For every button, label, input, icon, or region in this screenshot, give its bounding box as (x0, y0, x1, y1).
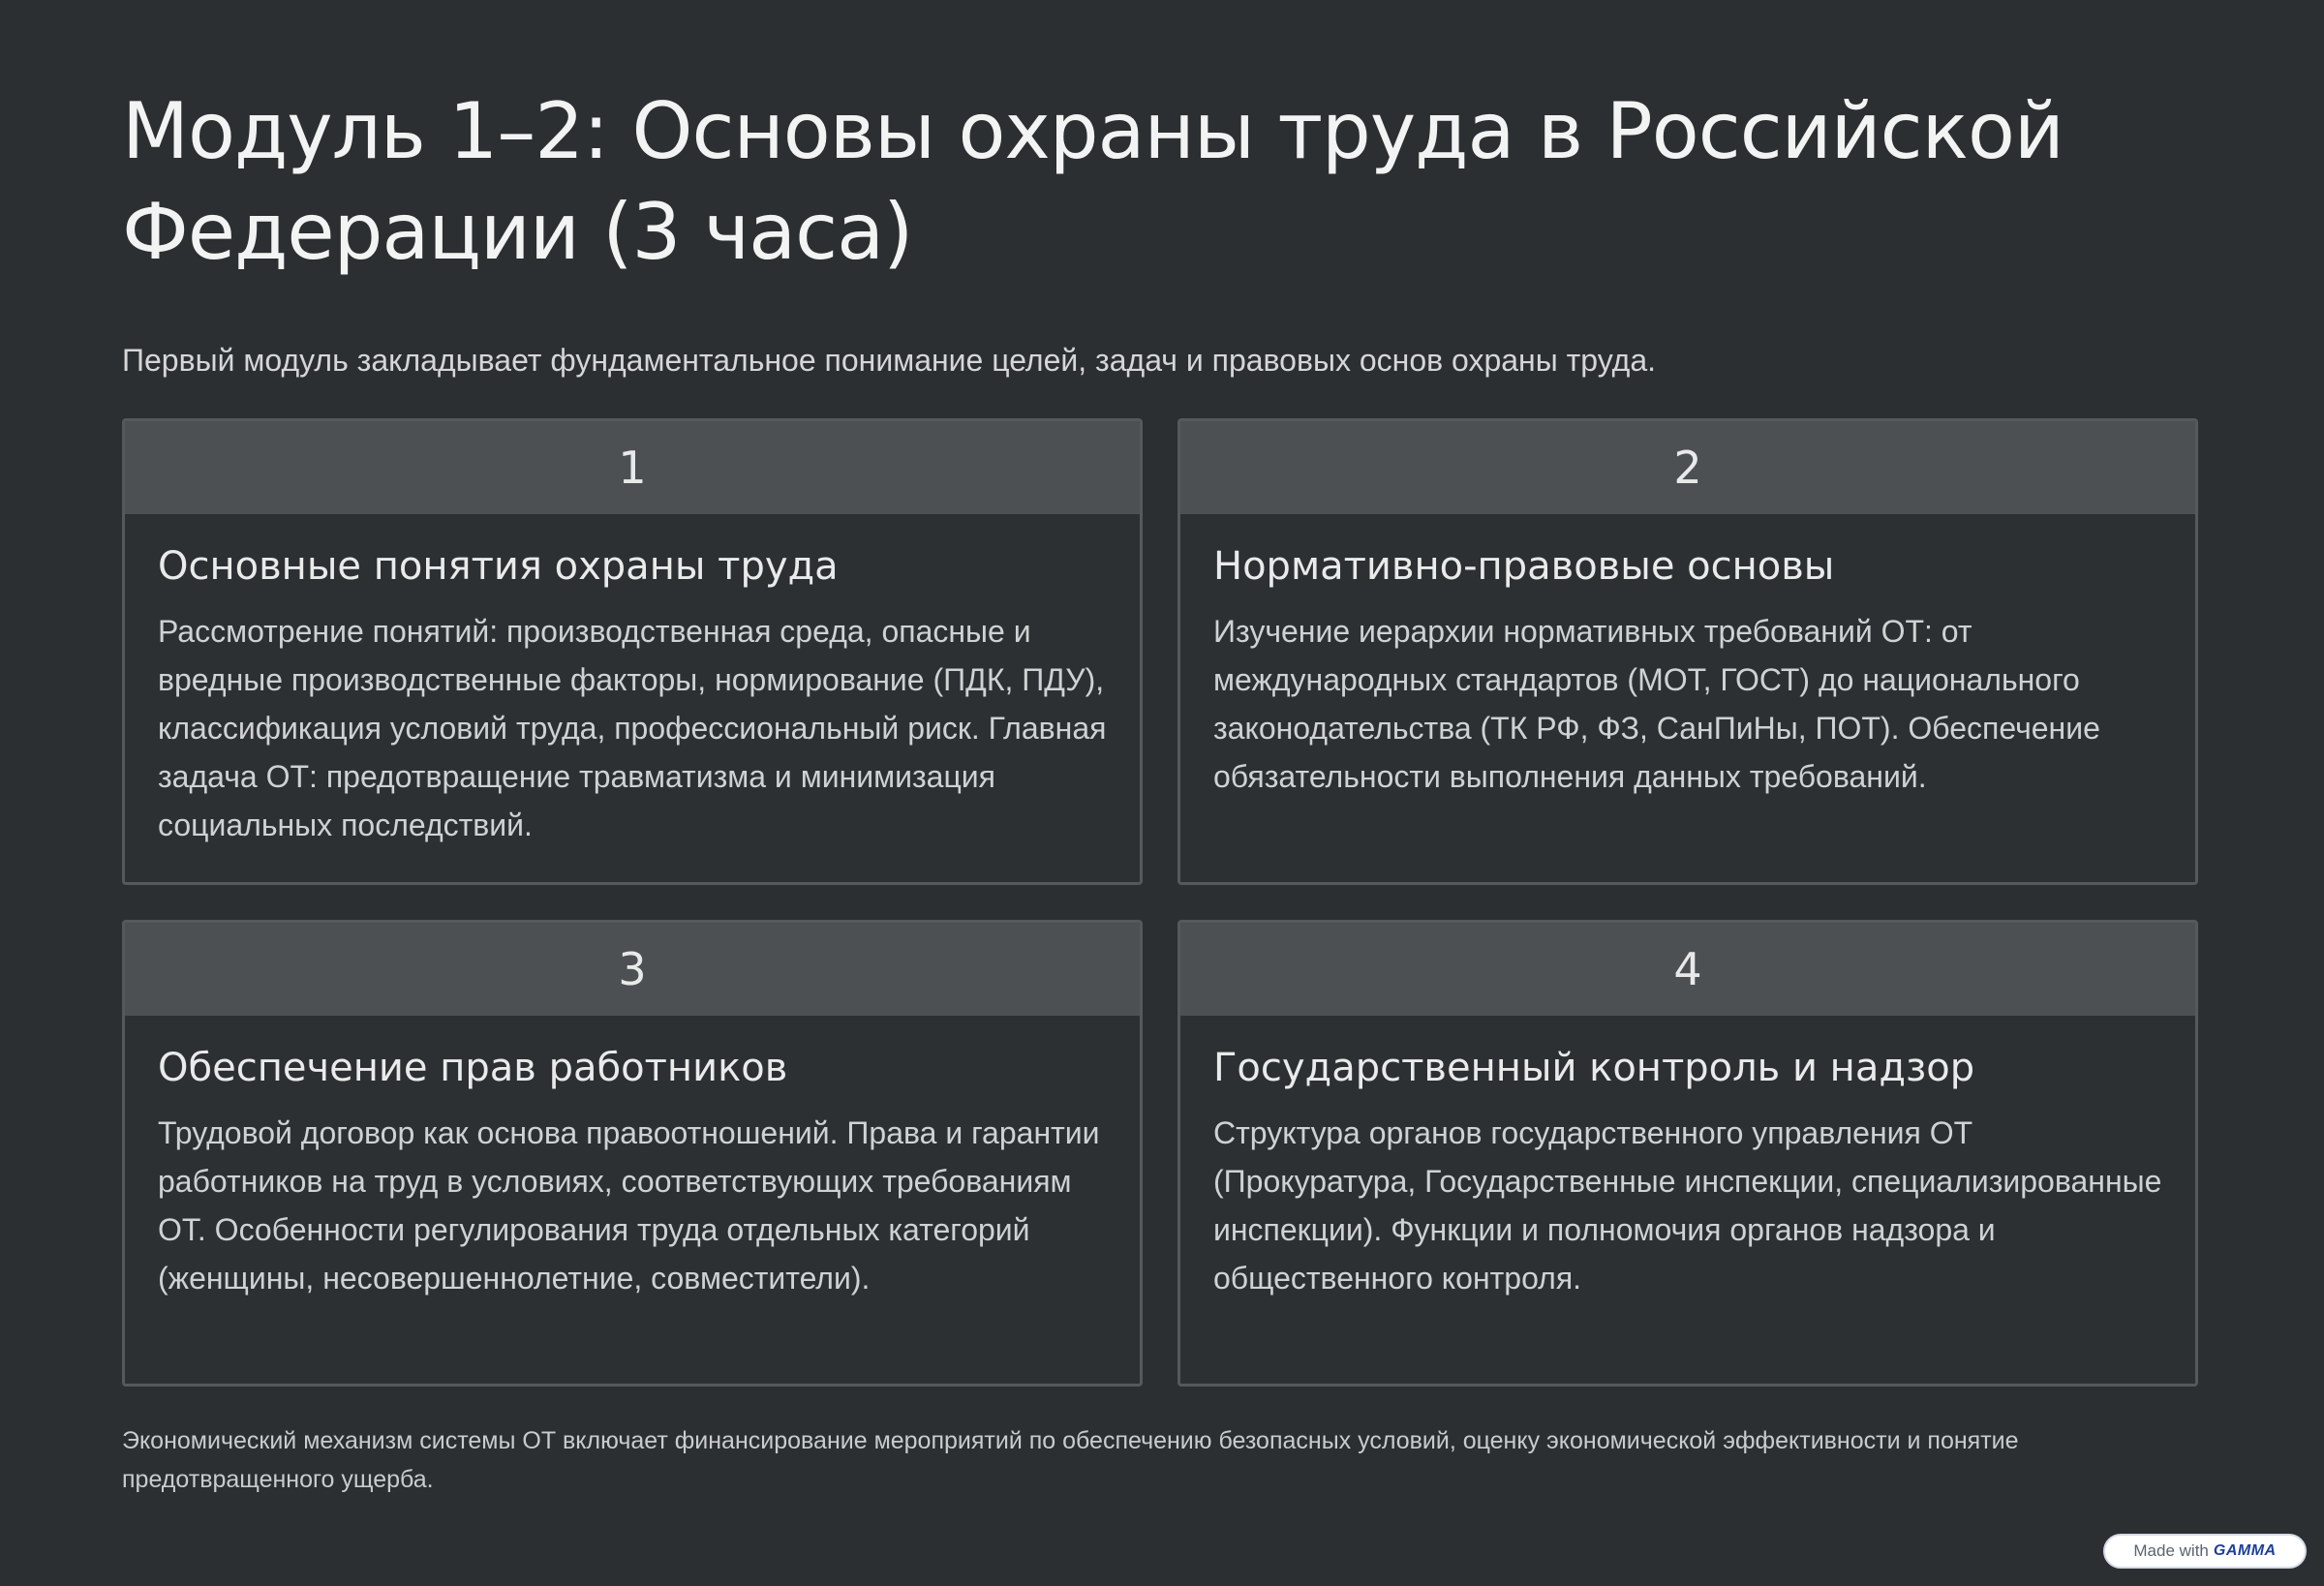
made-with-gamma-badge[interactable] (2103, 1534, 2307, 1569)
card-title: Нормативно-правовые основы (1213, 544, 1835, 589)
card-body (1180, 514, 2195, 801)
card-1 (122, 418, 1143, 885)
card-number: 1 (125, 421, 1140, 514)
card-title: Основные понятия охраны труда (158, 544, 839, 589)
card-2 (1177, 418, 2198, 885)
card-text: Структура органов государственного управления ОТ (Прокуратура, Государственные инспекции, специализированные инспекции). Функции и полномочия органов надзора и общественного контроля. (1213, 1115, 2162, 1296)
card-number: 2 (1180, 421, 2195, 514)
card-title: Государственный контроль и надзор (1213, 1046, 1975, 1090)
card-text: Трудовой договор как основа правоотношений. Права и гарантии работников на труд в условиях, соответствующих требованиям ОТ. Особенности регулирования труда отдельных категорий (женщины, несовершеннолетние, совместители). (158, 1115, 1100, 1296)
page-title: Модуль 1–2: Основы охраны труда в Российской Федерации (3 часа) (122, 86, 2064, 277)
card-number: 4 (1180, 923, 2195, 1016)
gamma-logo: GAMMA (2213, 1542, 2277, 1559)
page-subtitle: Первый модуль закладывает фундаментальное понимание целей, задач и правовых основ охраны труда. (122, 343, 1656, 378)
card-3 (122, 920, 1143, 1387)
footer-note: Экономический механизм системы ОТ включает финансирование мероприятий по обеспечению безопасных условий, оценку экономической эффективности и понятие предотвращенного ущерба. (122, 1427, 2019, 1493)
card-body (125, 1016, 1140, 1302)
card-text: Изучение иерархии нормативных требований ОТ: от международных стандартов (МОТ, ГОСТ) до национального законодательства (ТК РФ, ФЗ, СанПиНы, ПОТ). Обеспечение обязательности выполнения данных требований. (1213, 614, 2100, 794)
card-body (125, 514, 1140, 849)
card-text: Рассмотрение понятий: производственная среда, опасные и вредные производственные факторы, нормирование (ПДК, ПДУ), классификация условий труда, профессиональный риск. Главная задача ОТ: предотвращение травматизма и минимизация социальных последствий. (158, 614, 1107, 842)
card-number: 3 (125, 923, 1140, 1016)
card-4 (1177, 920, 2198, 1387)
badge-prefix: Made with (2133, 1541, 2209, 1560)
card-title: Обеспечение прав работников (158, 1046, 788, 1090)
card-body (1180, 1016, 2195, 1302)
